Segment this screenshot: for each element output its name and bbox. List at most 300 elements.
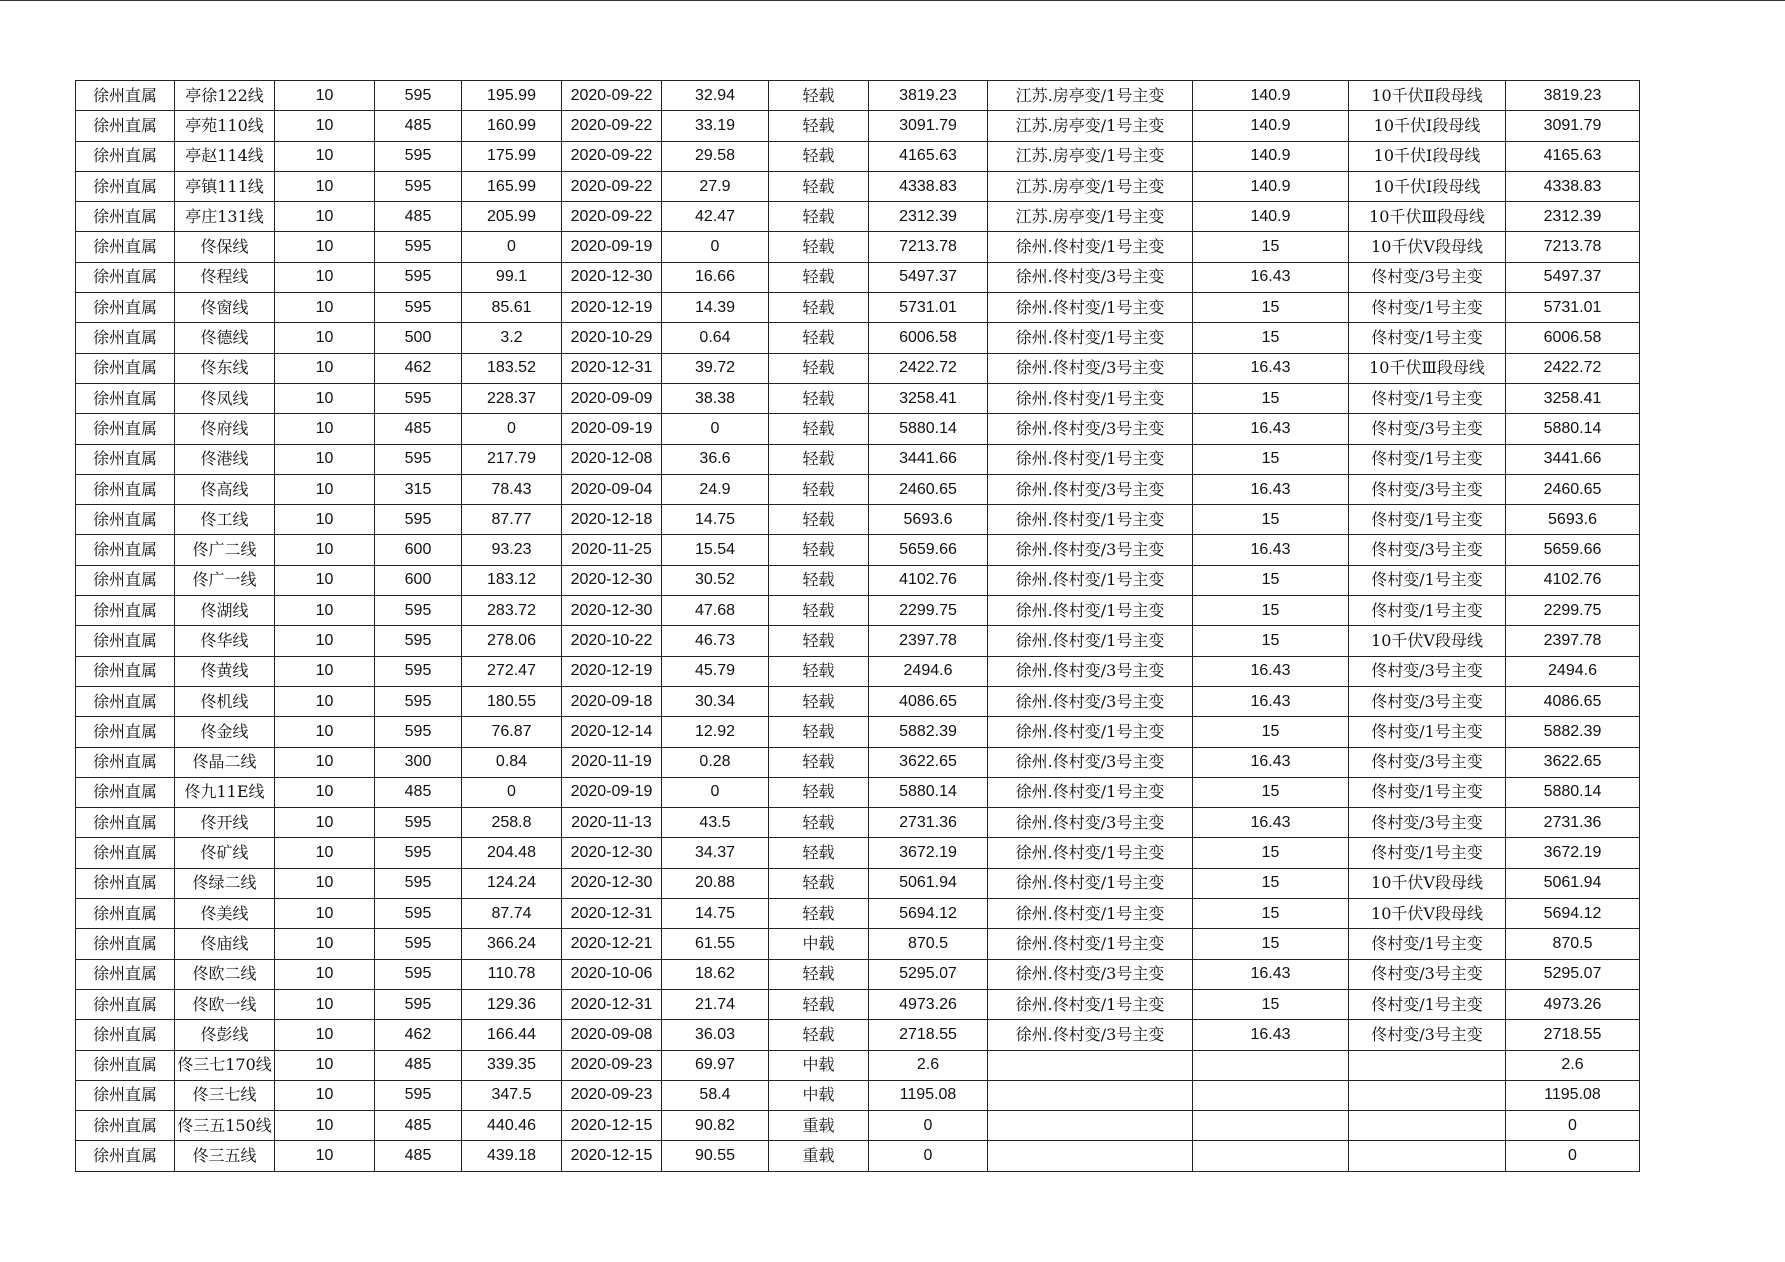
table-row	[76, 474, 1640, 504]
transformer-cell: 徐州.佟村变/3号主变	[988, 353, 1193, 383]
date-cell: 2020-09-23	[562, 1050, 662, 1080]
transformer-cell: 徐州.佟村变/3号主变	[988, 414, 1193, 444]
transformer-capacity-cell: 16.43	[1193, 959, 1349, 989]
table-row	[76, 1080, 1640, 1110]
bus-cell: 佟村变/1号主变	[1349, 989, 1506, 1019]
load-status-cell: 轻载	[769, 323, 869, 353]
table-row	[76, 353, 1640, 383]
line-name-cell: 佟凤线	[175, 383, 275, 413]
bus-cell: 佟村变/1号主变	[1349, 383, 1506, 413]
transformer-cell: 徐州.佟村变/3号主变	[988, 686, 1193, 716]
table-row	[76, 1141, 1640, 1171]
load-status-cell: 轻载	[769, 293, 869, 323]
voltage-cell: 10	[275, 717, 375, 747]
transformer-capacity-cell: 140.9	[1193, 202, 1349, 232]
transformer-cell: 徐州.佟村变/1号主变	[988, 232, 1193, 262]
available-capacity-cell: 2.6	[869, 1050, 988, 1080]
rated-current-cell: 300	[375, 747, 462, 777]
line-name-cell: 佟高线	[175, 474, 275, 504]
voltage-cell: 10	[275, 838, 375, 868]
transformer-capacity-cell: 15	[1193, 232, 1349, 262]
load-status-cell: 中载	[769, 929, 869, 959]
table-row	[76, 717, 1640, 747]
table-row	[76, 202, 1640, 232]
load-status-cell: 轻载	[769, 959, 869, 989]
table-row	[76, 81, 1640, 111]
rated-current-cell: 595	[375, 444, 462, 474]
voltage-cell: 10	[275, 777, 375, 807]
voltage-cell: 10	[275, 323, 375, 353]
line-name-cell: 佟机线	[175, 686, 275, 716]
rated-current-cell: 485	[375, 202, 462, 232]
remaining-capacity-cell: 4102.76	[1506, 565, 1640, 595]
voltage-cell: 10	[275, 383, 375, 413]
load-current-cell: 366.24	[462, 929, 562, 959]
load-status-cell: 轻载	[769, 989, 869, 1019]
load-status-cell: 轻载	[769, 353, 869, 383]
transformer-capacity-cell: 140.9	[1193, 81, 1349, 111]
line-name-cell: 佟三七170线	[175, 1050, 275, 1080]
date-cell: 2020-09-23	[562, 1080, 662, 1110]
unit-cell: 徐州直属	[76, 747, 175, 777]
load-current-cell: 183.12	[462, 565, 562, 595]
bus-cell: 佟村变/1号主变	[1349, 444, 1506, 474]
remaining-capacity-cell: 7213.78	[1506, 232, 1640, 262]
load-rate-cell: 0.28	[662, 747, 769, 777]
available-capacity-cell: 3441.66	[869, 444, 988, 474]
load-status-cell: 轻载	[769, 565, 869, 595]
transformer-cell: 徐州.佟村变/1号主变	[988, 505, 1193, 535]
load-current-cell: 278.06	[462, 626, 562, 656]
table-row	[76, 929, 1640, 959]
unit-cell: 徐州直属	[76, 899, 175, 929]
voltage-cell: 10	[275, 868, 375, 898]
transformer-capacity-cell	[1193, 1050, 1349, 1080]
bus-cell	[1349, 1080, 1506, 1110]
load-rate-cell: 27.9	[662, 171, 769, 201]
load-rate-cell: 0	[662, 777, 769, 807]
available-capacity-cell: 5882.39	[869, 717, 988, 747]
line-name-cell: 亭庄131线	[175, 202, 275, 232]
line-name-cell: 佟矿线	[175, 838, 275, 868]
load-rate-cell: 61.55	[662, 929, 769, 959]
table-row	[76, 686, 1640, 716]
transformer-capacity-cell: 15	[1193, 505, 1349, 535]
rated-current-cell: 315	[375, 474, 462, 504]
load-status-cell: 中载	[769, 1050, 869, 1080]
transformer-cell: 江苏.房亭变/1号主变	[988, 141, 1193, 171]
unit-cell: 徐州直属	[76, 262, 175, 292]
load-status-cell: 重载	[769, 1111, 869, 1141]
load-status-cell: 轻载	[769, 626, 869, 656]
bus-cell: 佟村变/1号主变	[1349, 929, 1506, 959]
transformer-capacity-cell: 16.43	[1193, 656, 1349, 686]
table-row	[76, 808, 1640, 838]
transformer-capacity-cell: 15	[1193, 383, 1349, 413]
load-rate-cell: 46.73	[662, 626, 769, 656]
transformer-capacity-cell: 15	[1193, 989, 1349, 1019]
load-rate-cell: 30.52	[662, 565, 769, 595]
load-status-cell: 轻载	[769, 262, 869, 292]
load-current-cell: 339.35	[462, 1050, 562, 1080]
available-capacity-cell: 1195.08	[869, 1080, 988, 1110]
bus-cell: 佟村变/1号主变	[1349, 717, 1506, 747]
voltage-cell: 10	[275, 171, 375, 201]
available-capacity-cell: 7213.78	[869, 232, 988, 262]
remaining-capacity-cell: 5694.12	[1506, 899, 1640, 929]
unit-cell: 徐州直属	[76, 959, 175, 989]
available-capacity-cell: 2731.36	[869, 808, 988, 838]
transformer-cell: 徐州.佟村变/1号主变	[988, 444, 1193, 474]
remaining-capacity-cell: 3622.65	[1506, 747, 1640, 777]
remaining-capacity-cell: 4973.26	[1506, 989, 1640, 1019]
line-name-cell: 佟港线	[175, 444, 275, 474]
bus-cell: 佟村变/3号主变	[1349, 959, 1506, 989]
table-row	[76, 111, 1640, 141]
load-status-cell: 轻载	[769, 474, 869, 504]
load-current-cell: 93.23	[462, 535, 562, 565]
load-rate-cell: 45.79	[662, 656, 769, 686]
voltage-cell: 10	[275, 989, 375, 1019]
load-rate-cell: 29.58	[662, 141, 769, 171]
load-rate-cell: 47.68	[662, 596, 769, 626]
date-cell: 2020-12-30	[562, 596, 662, 626]
load-status-cell: 轻载	[769, 1020, 869, 1050]
transformer-capacity-cell: 16.43	[1193, 474, 1349, 504]
voltage-cell: 10	[275, 81, 375, 111]
transformer-cell: 徐州.佟村变/1号主变	[988, 383, 1193, 413]
load-current-cell: 175.99	[462, 141, 562, 171]
bus-cell: 佟村变/3号主变	[1349, 656, 1506, 686]
table-row	[76, 293, 1640, 323]
transformer-capacity-cell: 15	[1193, 777, 1349, 807]
bus-cell: 佟村变/1号主变	[1349, 565, 1506, 595]
date-cell: 2020-09-19	[562, 777, 662, 807]
line-name-cell: 佟广一线	[175, 565, 275, 595]
bus-cell: 佟村变/1号主变	[1349, 777, 1506, 807]
load-current-cell: 347.5	[462, 1080, 562, 1110]
load-status-cell: 轻载	[769, 414, 869, 444]
date-cell: 2020-12-15	[562, 1111, 662, 1141]
load-current-cell: 76.87	[462, 717, 562, 747]
transformer-cell: 徐州.佟村变/1号主变	[988, 929, 1193, 959]
transformer-cell: 徐州.佟村变/1号主变	[988, 565, 1193, 595]
available-capacity-cell: 2460.65	[869, 474, 988, 504]
transformer-cell: 徐州.佟村变/3号主变	[988, 262, 1193, 292]
available-capacity-cell: 5061.94	[869, 868, 988, 898]
date-cell: 2020-09-18	[562, 686, 662, 716]
transformer-capacity-cell: 16.43	[1193, 686, 1349, 716]
transformer-cell: 徐州.佟村变/3号主变	[988, 535, 1193, 565]
transformer-cell: 徐州.佟村变/1号主变	[988, 596, 1193, 626]
load-rate-cell: 18.62	[662, 959, 769, 989]
unit-cell: 徐州直属	[76, 626, 175, 656]
date-cell: 2020-09-19	[562, 414, 662, 444]
bus-cell: 佟村变/3号主变	[1349, 747, 1506, 777]
load-current-cell: 0.84	[462, 747, 562, 777]
load-rate-cell: 16.66	[662, 262, 769, 292]
unit-cell: 徐州直属	[76, 565, 175, 595]
table-row	[76, 868, 1640, 898]
load-current-cell: 129.36	[462, 989, 562, 1019]
line-name-cell: 佟程线	[175, 262, 275, 292]
load-status-cell: 轻载	[769, 141, 869, 171]
load-rate-cell: 0.64	[662, 323, 769, 353]
transformer-cell: 徐州.佟村变/1号主变	[988, 717, 1193, 747]
rated-current-cell: 595	[375, 171, 462, 201]
load-status-cell: 轻载	[769, 777, 869, 807]
load-rate-cell: 0	[662, 232, 769, 262]
remaining-capacity-cell: 5880.14	[1506, 777, 1640, 807]
rated-current-cell: 595	[375, 383, 462, 413]
date-cell: 2020-09-22	[562, 141, 662, 171]
load-rate-cell: 14.75	[662, 899, 769, 929]
remaining-capacity-cell: 1195.08	[1506, 1080, 1640, 1110]
transformer-capacity-cell: 16.43	[1193, 262, 1349, 292]
voltage-cell: 10	[275, 1141, 375, 1171]
bus-cell: 佟村变/3号主变	[1349, 808, 1506, 838]
rated-current-cell: 595	[375, 141, 462, 171]
remaining-capacity-cell: 5061.94	[1506, 868, 1640, 898]
table-row	[76, 989, 1640, 1019]
transformer-cell: 徐州.佟村变/1号主变	[988, 989, 1193, 1019]
rated-current-cell: 595	[375, 262, 462, 292]
voltage-cell: 10	[275, 293, 375, 323]
date-cell: 2020-09-19	[562, 232, 662, 262]
transformer-capacity-cell	[1193, 1080, 1349, 1110]
available-capacity-cell: 3258.41	[869, 383, 988, 413]
rated-current-cell: 595	[375, 505, 462, 535]
transformer-cell: 徐州.佟村变/1号主变	[988, 777, 1193, 807]
load-current-cell: 165.99	[462, 171, 562, 201]
date-cell: 2020-09-09	[562, 383, 662, 413]
remaining-capacity-cell: 2397.78	[1506, 626, 1640, 656]
load-status-cell: 轻载	[769, 717, 869, 747]
load-status-cell: 中载	[769, 1080, 869, 1110]
load-current-cell: 110.78	[462, 959, 562, 989]
transformer-cell: 徐州.佟村变/1号主变	[988, 323, 1193, 353]
rated-current-cell: 462	[375, 353, 462, 383]
unit-cell: 徐州直属	[76, 686, 175, 716]
load-current-cell: 439.18	[462, 1141, 562, 1171]
bus-cell: 10千伏Ⅴ段母线	[1349, 899, 1506, 929]
load-rate-cell: 43.5	[662, 808, 769, 838]
remaining-capacity-cell: 2460.65	[1506, 474, 1640, 504]
available-capacity-cell: 5694.12	[869, 899, 988, 929]
table-row	[76, 777, 1640, 807]
rated-current-cell: 595	[375, 686, 462, 716]
load-rate-cell: 38.38	[662, 383, 769, 413]
available-capacity-cell: 5880.14	[869, 414, 988, 444]
bus-cell: 佟村变/1号主变	[1349, 596, 1506, 626]
feeder-load-table	[75, 80, 1640, 1172]
load-current-cell: 283.72	[462, 596, 562, 626]
rated-current-cell: 595	[375, 989, 462, 1019]
load-rate-cell: 21.74	[662, 989, 769, 1019]
voltage-cell: 10	[275, 202, 375, 232]
table-row	[76, 262, 1640, 292]
unit-cell: 徐州直属	[76, 717, 175, 747]
load-rate-cell: 39.72	[662, 353, 769, 383]
unit-cell: 徐州直属	[76, 535, 175, 565]
remaining-capacity-cell: 5497.37	[1506, 262, 1640, 292]
table-row	[76, 535, 1640, 565]
bus-cell: 10千伏Ⅰ段母线	[1349, 141, 1506, 171]
available-capacity-cell: 3091.79	[869, 111, 988, 141]
rated-current-cell: 595	[375, 656, 462, 686]
unit-cell: 徐州直属	[76, 353, 175, 383]
load-rate-cell: 90.55	[662, 1141, 769, 1171]
date-cell: 2020-09-22	[562, 171, 662, 201]
load-rate-cell: 30.34	[662, 686, 769, 716]
line-name-cell: 亭苑110线	[175, 111, 275, 141]
remaining-capacity-cell: 4086.65	[1506, 686, 1640, 716]
load-rate-cell: 24.9	[662, 474, 769, 504]
remaining-capacity-cell: 3258.41	[1506, 383, 1640, 413]
load-status-cell: 轻载	[769, 596, 869, 626]
voltage-cell: 10	[275, 474, 375, 504]
voltage-cell: 10	[275, 656, 375, 686]
date-cell: 2020-12-31	[562, 353, 662, 383]
transformer-capacity-cell: 16.43	[1193, 414, 1349, 444]
transformer-capacity-cell: 15	[1193, 868, 1349, 898]
load-current-cell: 0	[462, 777, 562, 807]
transformer-capacity-cell: 15	[1193, 899, 1349, 929]
available-capacity-cell: 4973.26	[869, 989, 988, 1019]
available-capacity-cell: 5731.01	[869, 293, 988, 323]
date-cell: 2020-09-22	[562, 81, 662, 111]
date-cell: 2020-12-15	[562, 1141, 662, 1171]
load-status-cell: 轻载	[769, 808, 869, 838]
load-current-cell: 258.8	[462, 808, 562, 838]
table-row	[76, 383, 1640, 413]
voltage-cell: 10	[275, 626, 375, 656]
transformer-cell: 徐州.佟村变/3号主变	[988, 747, 1193, 777]
rated-current-cell: 595	[375, 81, 462, 111]
unit-cell: 徐州直属	[76, 444, 175, 474]
unit-cell: 徐州直属	[76, 808, 175, 838]
transformer-capacity-cell: 16.43	[1193, 747, 1349, 777]
remaining-capacity-cell: 3819.23	[1506, 81, 1640, 111]
table-row	[76, 505, 1640, 535]
rated-current-cell: 485	[375, 414, 462, 444]
line-name-cell: 佟欧二线	[175, 959, 275, 989]
table-row	[76, 1111, 1640, 1141]
bus-cell	[1349, 1050, 1506, 1080]
remaining-capacity-cell: 2299.75	[1506, 596, 1640, 626]
load-current-cell: 78.43	[462, 474, 562, 504]
available-capacity-cell: 0	[869, 1141, 988, 1171]
available-capacity-cell: 4338.83	[869, 171, 988, 201]
bus-cell	[1349, 1141, 1506, 1171]
date-cell: 2020-11-25	[562, 535, 662, 565]
load-rate-cell: 42.47	[662, 202, 769, 232]
date-cell: 2020-12-14	[562, 717, 662, 747]
line-name-cell: 佟彭线	[175, 1020, 275, 1050]
rated-current-cell: 595	[375, 293, 462, 323]
transformer-capacity-cell: 16.43	[1193, 1020, 1349, 1050]
table-row	[76, 656, 1640, 686]
remaining-capacity-cell: 5731.01	[1506, 293, 1640, 323]
bus-cell: 10千伏Ⅰ段母线	[1349, 111, 1506, 141]
load-status-cell: 轻载	[769, 81, 869, 111]
table-row	[76, 414, 1640, 444]
remaining-capacity-cell: 6006.58	[1506, 323, 1640, 353]
bus-cell: 佟村变/3号主变	[1349, 262, 1506, 292]
voltage-cell: 10	[275, 929, 375, 959]
voltage-cell: 10	[275, 1111, 375, 1141]
available-capacity-cell: 6006.58	[869, 323, 988, 353]
remaining-capacity-cell: 4165.63	[1506, 141, 1640, 171]
load-rate-cell: 36.6	[662, 444, 769, 474]
available-capacity-cell: 4086.65	[869, 686, 988, 716]
voltage-cell: 10	[275, 959, 375, 989]
date-cell: 2020-11-13	[562, 808, 662, 838]
load-status-cell: 轻载	[769, 868, 869, 898]
remaining-capacity-cell: 2718.55	[1506, 1020, 1640, 1050]
bus-cell: 佟村变/3号主变	[1349, 686, 1506, 716]
unit-cell: 徐州直属	[76, 838, 175, 868]
voltage-cell: 10	[275, 596, 375, 626]
date-cell: 2020-12-30	[562, 868, 662, 898]
date-cell: 2020-11-19	[562, 747, 662, 777]
voltage-cell: 10	[275, 535, 375, 565]
transformer-cell: 徐州.佟村变/1号主变	[988, 293, 1193, 323]
table-row	[76, 959, 1640, 989]
unit-cell: 徐州直属	[76, 505, 175, 535]
transformer-cell: 徐州.佟村变/3号主变	[988, 474, 1193, 504]
voltage-cell: 10	[275, 1050, 375, 1080]
transformer-capacity-cell: 15	[1193, 929, 1349, 959]
available-capacity-cell: 2494.6	[869, 656, 988, 686]
unit-cell: 徐州直属	[76, 383, 175, 413]
date-cell: 2020-10-06	[562, 959, 662, 989]
date-cell: 2020-12-31	[562, 989, 662, 1019]
rated-current-cell: 595	[375, 808, 462, 838]
available-capacity-cell: 870.5	[869, 929, 988, 959]
transformer-cell: 徐州.佟村变/3号主变	[988, 1020, 1193, 1050]
rated-current-cell: 462	[375, 1020, 462, 1050]
transformer-cell: 徐州.佟村变/1号主变	[988, 626, 1193, 656]
line-name-cell: 佟德线	[175, 323, 275, 353]
rated-current-cell: 600	[375, 535, 462, 565]
transformer-capacity-cell	[1193, 1141, 1349, 1171]
remaining-capacity-cell: 2494.6	[1506, 656, 1640, 686]
date-cell: 2020-10-22	[562, 626, 662, 656]
unit-cell: 徐州直属	[76, 656, 175, 686]
transformer-capacity-cell: 15	[1193, 323, 1349, 353]
remaining-capacity-cell: 5880.14	[1506, 414, 1640, 444]
transformer-cell	[988, 1080, 1193, 1110]
unit-cell: 徐州直属	[76, 1141, 175, 1171]
load-rate-cell: 0	[662, 414, 769, 444]
page-top-rule	[0, 0, 1785, 1]
available-capacity-cell: 2422.72	[869, 353, 988, 383]
voltage-cell: 10	[275, 808, 375, 838]
rated-current-cell: 500	[375, 323, 462, 353]
remaining-capacity-cell: 0	[1506, 1141, 1640, 1171]
date-cell: 2020-10-29	[562, 323, 662, 353]
table-row	[76, 141, 1640, 171]
table-row	[76, 565, 1640, 595]
available-capacity-cell: 3672.19	[869, 838, 988, 868]
line-name-cell: 佟美线	[175, 899, 275, 929]
remaining-capacity-cell: 3672.19	[1506, 838, 1640, 868]
available-capacity-cell: 2312.39	[869, 202, 988, 232]
voltage-cell: 10	[275, 444, 375, 474]
load-status-cell: 轻载	[769, 383, 869, 413]
load-status-cell: 轻载	[769, 111, 869, 141]
